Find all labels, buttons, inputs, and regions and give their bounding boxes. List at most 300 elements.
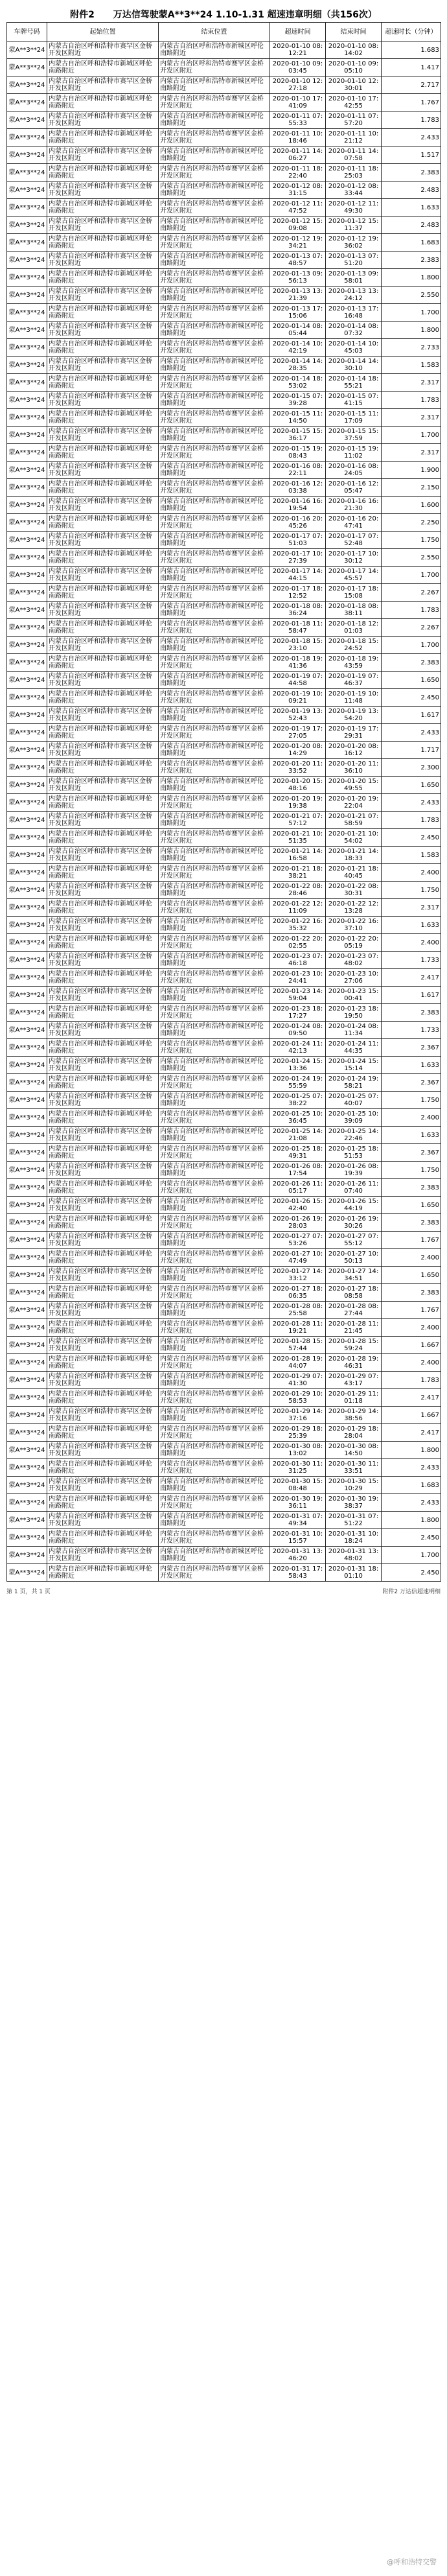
table-row (7, 567, 441, 584)
cell-start-location: 内蒙古自治区呼和浩特市新城区呼伦南路附近 (47, 164, 159, 181)
cell-duration: 2.383 (382, 1284, 441, 1302)
cell-plate: 蒙A**3**24 (7, 41, 47, 59)
cell-end-time: 2020-01-29 07:43:17 (326, 1372, 382, 1389)
cell-duration: 2.267 (382, 619, 441, 637)
table-row (7, 462, 441, 479)
cell-end-time: 2020-01-10 08:14:02 (326, 41, 382, 59)
cell-start-time: 2020-01-13 07:48:57 (270, 252, 326, 269)
table-row (7, 952, 441, 969)
cell-duration: 2.150 (382, 479, 441, 497)
table-row (7, 864, 441, 882)
cell-duration: 2.317 (382, 444, 441, 462)
cell-plate: 蒙A**3**24 (7, 899, 47, 917)
cell-duration: 2.317 (382, 899, 441, 917)
cell-duration: 2.433 (382, 794, 441, 812)
cell-end-location: 内蒙古自治区呼和浩特市新城区呼伦南路附近 (159, 1547, 270, 1564)
cell-end-time: 2020-01-29 11:01:18 (326, 1389, 382, 1407)
cell-end-location: 内蒙古自治区呼和浩特市新城区呼伦南路附近 (159, 252, 270, 269)
cell-duration: 1.767 (382, 1302, 441, 1319)
cell-plate: 蒙A**3**24 (7, 1074, 47, 1092)
cell-end-location: 内蒙古自治区呼和浩特市赛罕区金桥开发区附近 (159, 374, 270, 392)
cell-end-time: 2020-01-21 10:54:02 (326, 829, 382, 847)
cell-start-time: 2020-01-17 10:27:39 (270, 549, 326, 567)
cell-start-time: 2020-01-11 07:55:33 (270, 111, 326, 129)
cell-end-location: 内蒙古自治区呼和浩特市新城区呼伦南路附近 (159, 672, 270, 689)
cell-duration: 1.517 (382, 146, 441, 164)
cell-end-time: 2020-01-14 10:45:03 (326, 339, 382, 357)
cell-start-location: 内蒙古自治区呼和浩特市赛罕区金桥开发区附近 (47, 357, 159, 374)
cell-end-time: 2020-01-23 15:00:41 (326, 987, 382, 1004)
cell-start-location: 内蒙古自治区呼和浩特市新城区呼伦南路附近 (47, 899, 159, 917)
cell-end-location: 内蒙古自治区呼和浩特市赛罕区金桥开发区附近 (159, 654, 270, 672)
table-row (7, 1197, 441, 1214)
cell-plate: 蒙A**3**24 (7, 742, 47, 759)
cell-end-time: 2020-01-23 10:27:06 (326, 969, 382, 987)
cell-duration: 2.400 (382, 1319, 441, 1337)
cell-end-time: 2020-01-12 11:49:30 (326, 199, 382, 217)
cell-end-location: 内蒙古自治区呼和浩特市赛罕区金桥开发区附近 (159, 829, 270, 847)
cell-start-location: 内蒙古自治区呼和浩特市新城区呼伦南路附近 (47, 689, 159, 707)
cell-end-time: 2020-01-31 13:48:02 (326, 1547, 382, 1564)
cell-end-location: 内蒙古自治区呼和浩特市新城区呼伦南路附近 (159, 1512, 270, 1529)
cell-end-time: 2020-01-18 19:43:59 (326, 654, 382, 672)
cell-end-location: 内蒙古自治区呼和浩特市赛罕区金桥开发区附近 (159, 1144, 270, 1162)
cell-plate: 蒙A**3**24 (7, 339, 47, 357)
cell-plate: 蒙A**3**24 (7, 759, 47, 777)
cell-start-time: 2020-01-19 13:52:43 (270, 707, 326, 724)
cell-start-time: 2020-01-16 08:22:11 (270, 462, 326, 479)
cell-duration: 1.633 (382, 1127, 441, 1144)
footer-page-number: 第 1 页，共 1 页 (6, 1589, 51, 1595)
cell-plate: 蒙A**3**24 (7, 1529, 47, 1547)
cell-end-location: 内蒙古自治区呼和浩特市赛罕区金桥开发区附近 (159, 59, 270, 76)
table-row (7, 1547, 441, 1564)
cell-plate: 蒙A**3**24 (7, 1389, 47, 1407)
cell-start-time: 2020-01-10 12:27:18 (270, 76, 326, 94)
cell-plate: 蒙A**3**24 (7, 829, 47, 847)
cell-start-location: 内蒙古自治区呼和浩特市新城区呼伦南路附近 (47, 199, 159, 217)
cell-end-location: 内蒙古自治区呼和浩特市新城区呼伦南路附近 (159, 1057, 270, 1074)
cell-end-time: 2020-01-27 10:50:13 (326, 1249, 382, 1267)
cell-duration: 1.583 (382, 847, 441, 864)
cell-start-location: 内蒙古自治区呼和浩特市新城区呼伦南路附近 (47, 829, 159, 847)
cell-duration: 2.383 (382, 1179, 441, 1197)
cell-end-time: 2020-01-24 15:15:14 (326, 1057, 382, 1074)
cell-duration: 2.400 (382, 1109, 441, 1127)
cell-plate: 蒙A**3**24 (7, 1022, 47, 1039)
cell-start-location: 内蒙古自治区呼和浩特市赛罕区金桥开发区附近 (47, 252, 159, 269)
cell-end-time: 2020-01-23 07:48:02 (326, 952, 382, 969)
cell-end-time: 2020-01-27 14:34:51 (326, 1267, 382, 1284)
cell-end-time: 2020-01-31 07:51:22 (326, 1512, 382, 1529)
cell-end-location: 内蒙古自治区呼和浩特市新城区呼伦南路附近 (159, 76, 270, 94)
cell-duration: 2.550 (382, 287, 441, 304)
cell-end-location: 内蒙古自治区呼和浩特市新城区呼伦南路附近 (159, 357, 270, 374)
cell-plate: 蒙A**3**24 (7, 1337, 47, 1354)
cell-duration: 2.433 (382, 1459, 441, 1477)
cell-end-time: 2020-01-16 08:24:05 (326, 462, 382, 479)
cell-start-time: 2020-01-20 15:48:16 (270, 777, 326, 794)
cell-end-time: 2020-01-12 19:36:02 (326, 234, 382, 252)
cell-duration: 1.683 (382, 1477, 441, 1494)
cell-plate: 蒙A**3**24 (7, 1284, 47, 1302)
cell-plate: 蒙A**3**24 (7, 532, 47, 549)
table-row (7, 252, 441, 269)
cell-start-location: 内蒙古自治区呼和浩特市新城区呼伦南路附近 (47, 1354, 159, 1372)
table-row (7, 1057, 441, 1074)
cell-end-time: 2020-01-15 07:41:15 (326, 392, 382, 409)
cell-start-time: 2020-01-25 07:38:22 (270, 1092, 326, 1109)
cell-start-time: 2020-01-24 15:13:36 (270, 1057, 326, 1074)
cell-end-time: 2020-01-20 11:36:10 (326, 759, 382, 777)
table-row (7, 689, 441, 707)
cell-duration: 2.417 (382, 969, 441, 987)
header-start-time: 超速时间 (270, 23, 326, 41)
cell-start-location: 内蒙古自治区呼和浩特市新城区呼伦南路附近 (47, 794, 159, 812)
cell-start-location: 内蒙古自治区呼和浩特市赛罕区金桥开发区附近 (47, 672, 159, 689)
cell-start-time: 2020-01-15 11:14:50 (270, 409, 326, 427)
cell-duration: 1.750 (382, 532, 441, 549)
table-row (7, 129, 441, 146)
table-row (7, 1302, 441, 1319)
cell-end-location: 内蒙古自治区呼和浩特市赛罕区金桥开发区附近 (159, 164, 270, 181)
cell-duration: 1.700 (382, 1547, 441, 1564)
table-row (7, 1459, 441, 1477)
table-row (7, 707, 441, 724)
table-row (7, 1109, 441, 1127)
cell-start-location: 内蒙古自治区呼和浩特市新城区呼伦南路附近 (47, 1494, 159, 1512)
cell-duration: 1.700 (382, 304, 441, 322)
cell-end-location: 内蒙古自治区呼和浩特市新城区呼伦南路附近 (159, 707, 270, 724)
cell-duration: 2.367 (382, 1074, 441, 1092)
cell-end-location: 内蒙古自治区呼和浩特市新城区呼伦南路附近 (159, 567, 270, 584)
cell-start-time: 2020-01-15 15:36:17 (270, 427, 326, 444)
cell-duration: 2.400 (382, 934, 441, 952)
cell-end-location: 内蒙古自治区呼和浩特市赛罕区金桥开发区附近 (159, 794, 270, 812)
header-end-time: 结束时间 (326, 23, 382, 41)
cell-start-location: 内蒙古自治区呼和浩特市赛罕区金桥开发区附近 (47, 1302, 159, 1319)
cell-plate: 蒙A**3**24 (7, 724, 47, 742)
cell-end-time: 2020-01-29 14:38:56 (326, 1407, 382, 1424)
cell-end-location: 内蒙古自治区呼和浩特市新城区呼伦南路附近 (159, 1442, 270, 1459)
table-row (7, 287, 441, 304)
cell-duration: 1.750 (382, 1092, 441, 1109)
cell-start-time: 2020-01-12 19:34:21 (270, 234, 326, 252)
cell-start-time: 2020-01-31 07:49:34 (270, 1512, 326, 1529)
cell-plate: 蒙A**3**24 (7, 1424, 47, 1442)
cell-end-time: 2020-01-17 14:45:57 (326, 567, 382, 584)
cell-start-location: 内蒙古自治区呼和浩特市新城区呼伦南路附近 (47, 1074, 159, 1092)
cell-start-location: 内蒙古自治区呼和浩特市赛罕区金桥开发区附近 (47, 462, 159, 479)
cell-end-location: 内蒙古自治区呼和浩特市赛罕区金桥开发区附近 (159, 269, 270, 287)
cell-plate: 蒙A**3**24 (7, 1057, 47, 1074)
cell-duration: 2.417 (382, 1424, 441, 1442)
table-row (7, 812, 441, 829)
cell-plate: 蒙A**3**24 (7, 602, 47, 619)
header-plate: 车牌号码 (7, 23, 47, 41)
cell-duration: 1.600 (382, 497, 441, 514)
cell-start-location: 内蒙古自治区呼和浩特市赛罕区金桥开发区附近 (47, 1162, 159, 1179)
cell-start-location: 内蒙古自治区呼和浩特市新城区呼伦南路附近 (47, 374, 159, 392)
cell-duration: 1.617 (382, 987, 441, 1004)
cell-end-time: 2020-01-20 15:49:55 (326, 777, 382, 794)
cell-start-location: 内蒙古自治区呼和浩特市赛罕区金桥开发区附近 (47, 217, 159, 234)
table-row (7, 1249, 441, 1267)
cell-start-time: 2020-01-19 07:44:58 (270, 672, 326, 689)
cell-plate: 蒙A**3**24 (7, 1197, 47, 1214)
cell-start-location: 内蒙古自治区呼和浩特市新城区呼伦南路附近 (47, 1529, 159, 1547)
cell-duration: 1.667 (382, 1407, 441, 1424)
cell-end-location: 内蒙古自治区呼和浩特市新城区呼伦南路附近 (159, 952, 270, 969)
cell-duration: 1.683 (382, 41, 441, 59)
cell-plate: 蒙A**3**24 (7, 1267, 47, 1284)
cell-end-time: 2020-01-16 16:21:30 (326, 497, 382, 514)
table-row (7, 181, 441, 199)
table-row (7, 1127, 441, 1144)
cell-plate: 蒙A**3**24 (7, 234, 47, 252)
cell-start-location: 内蒙古自治区呼和浩特市新城区呼伦南路附近 (47, 1249, 159, 1267)
cell-end-location: 内蒙古自治区呼和浩特市新城区呼伦南路附近 (159, 322, 270, 339)
cell-duration: 2.483 (382, 181, 441, 199)
cell-start-time: 2020-01-30 08:13:02 (270, 1442, 326, 1459)
cell-start-time: 2020-01-14 14:28:35 (270, 357, 326, 374)
cell-start-time: 2020-01-20 19:19:38 (270, 794, 326, 812)
cell-start-location: 内蒙古自治区呼和浩特市新城区呼伦南路附近 (47, 94, 159, 111)
cell-plate: 蒙A**3**24 (7, 689, 47, 707)
cell-duration: 2.383 (382, 252, 441, 269)
table-row (7, 1407, 441, 1424)
table-row (7, 1214, 441, 1232)
table-row (7, 1372, 441, 1389)
cell-end-time: 2020-01-19 07:46:37 (326, 672, 382, 689)
cell-end-location: 内蒙古自治区呼和浩特市赛罕区金桥开发区附近 (159, 1319, 270, 1337)
cell-start-location: 内蒙古自治区呼和浩特市赛罕区金桥开发区附近 (47, 1512, 159, 1529)
cell-start-location: 内蒙古自治区呼和浩特市新城区呼伦南路附近 (47, 1214, 159, 1232)
cell-start-time: 2020-01-23 07:46:18 (270, 952, 326, 969)
cell-plate: 蒙A**3**24 (7, 1319, 47, 1337)
cell-end-location: 内蒙古自治区呼和浩特市新城区呼伦南路附近 (159, 1477, 270, 1494)
cell-plate: 蒙A**3**24 (7, 672, 47, 689)
table-row (7, 1494, 441, 1512)
header-end-location: 结束位置 (159, 23, 270, 41)
cell-end-location: 内蒙古自治区呼和浩特市新城区呼伦南路附近 (159, 427, 270, 444)
page-footer (6, 1587, 441, 1595)
cell-start-location: 内蒙古自治区呼和浩特市新城区呼伦南路附近 (47, 969, 159, 987)
cell-plate: 蒙A**3**24 (7, 1127, 47, 1144)
table-row (7, 76, 441, 94)
table-row (7, 1424, 441, 1442)
cell-start-time: 2020-01-14 08:05:44 (270, 322, 326, 339)
cell-start-location: 内蒙古自治区呼和浩特市赛罕区金桥开发区附近 (47, 146, 159, 164)
cell-start-location: 内蒙古自治区呼和浩特市新城区呼伦南路附近 (47, 304, 159, 322)
cell-plate: 蒙A**3**24 (7, 287, 47, 304)
table-row (7, 969, 441, 987)
cell-plate: 蒙A**3**24 (7, 969, 47, 987)
cell-start-time: 2020-01-26 15:42:40 (270, 1197, 326, 1214)
cell-end-location: 内蒙古自治区呼和浩特市赛罕区金桥开发区附近 (159, 1389, 270, 1407)
cell-start-time: 2020-01-27 07:53:26 (270, 1232, 326, 1249)
cell-start-time: 2020-01-27 14:33:12 (270, 1267, 326, 1284)
cell-start-location: 内蒙古自治区呼和浩特市新城区呼伦南路附近 (47, 934, 159, 952)
table-row (7, 899, 441, 917)
cell-end-location: 内蒙古自治区呼和浩特市新城区呼伦南路附近 (159, 497, 270, 514)
cell-start-location: 内蒙古自治区呼和浩特市新城区呼伦南路附近 (47, 409, 159, 427)
cell-duration: 1.717 (382, 742, 441, 759)
cell-end-location: 内蒙古自治区呼和浩特市赛罕区金桥开发区附近 (159, 339, 270, 357)
cell-start-location: 内蒙古自治区呼和浩特市新城区呼伦南路附近 (47, 1179, 159, 1197)
table-row (7, 602, 441, 619)
cell-plate: 蒙A**3**24 (7, 392, 47, 409)
cell-start-location: 内蒙古自治区呼和浩特市赛罕区金桥开发区附近 (47, 392, 159, 409)
cell-start-time: 2020-01-18 08:36:24 (270, 602, 326, 619)
cell-start-time: 2020-01-18 15:23:10 (270, 637, 326, 654)
cell-end-location: 内蒙古自治区呼和浩特市新城区呼伦南路附近 (159, 181, 270, 199)
cell-end-time: 2020-01-15 19:11:02 (326, 444, 382, 462)
cell-end-location: 内蒙古自治区呼和浩特市赛罕区金桥开发区附近 (159, 444, 270, 462)
cell-plate: 蒙A**3**24 (7, 129, 47, 146)
cell-plate: 蒙A**3**24 (7, 1004, 47, 1022)
cell-end-time: 2020-01-12 15:11:37 (326, 217, 382, 234)
table-row (7, 234, 441, 252)
cell-start-location: 内蒙古自治区呼和浩特市赛罕区金桥开发区附近 (47, 427, 159, 444)
cell-start-time: 2020-01-21 14:16:58 (270, 847, 326, 864)
cell-end-time: 2020-01-24 08:11:34 (326, 1022, 382, 1039)
cell-start-location: 内蒙古自治区呼和浩特市赛罕区金桥开发区附近 (47, 1407, 159, 1424)
table-row (7, 497, 441, 514)
cell-end-time: 2020-01-15 15:37:59 (326, 427, 382, 444)
cell-end-location: 内蒙古自治区呼和浩特市赛罕区金桥开发区附近 (159, 1214, 270, 1232)
cell-end-time: 2020-01-12 08:33:44 (326, 181, 382, 199)
cell-duration: 1.617 (382, 707, 441, 724)
cell-start-time: 2020-01-26 08:17:54 (270, 1162, 326, 1179)
cell-plate: 蒙A**3**24 (7, 1442, 47, 1459)
cell-plate: 蒙A**3**24 (7, 917, 47, 934)
cell-plate: 蒙A**3**24 (7, 164, 47, 181)
cell-start-time: 2020-01-21 07:57:12 (270, 812, 326, 829)
cell-end-time: 2020-01-13 09:58:01 (326, 269, 382, 287)
cell-end-time: 2020-01-24 11:44:35 (326, 1039, 382, 1057)
cell-start-location: 内蒙古自治区呼和浩特市新城区呼伦南路附近 (47, 1389, 159, 1407)
cell-duration: 1.700 (382, 637, 441, 654)
cell-start-time: 2020-01-31 13:46:20 (270, 1547, 326, 1564)
cell-end-location: 内蒙古自治区呼和浩特市新城区呼伦南路附近 (159, 742, 270, 759)
table-row (7, 444, 441, 462)
cell-end-location: 内蒙古自治区呼和浩特市赛罕区金桥开发区附近 (159, 409, 270, 427)
cell-duration: 1.783 (382, 602, 441, 619)
cell-end-time: 2020-01-13 13:24:12 (326, 287, 382, 304)
cell-plate: 蒙A**3**24 (7, 497, 47, 514)
table-row (7, 164, 441, 181)
table-row (7, 777, 441, 794)
cell-duration: 2.400 (382, 1249, 441, 1267)
cell-start-time: 2020-01-28 19:44:07 (270, 1354, 326, 1372)
cell-start-time: 2020-01-21 10:51:35 (270, 829, 326, 847)
cell-duration: 1.800 (382, 1442, 441, 1459)
cell-duration: 1.733 (382, 952, 441, 969)
cell-start-location: 内蒙古自治区呼和浩特市赛罕区金桥开发区附近 (47, 287, 159, 304)
table-row (7, 1267, 441, 1284)
table-row (7, 94, 441, 111)
table-row (7, 987, 441, 1004)
cell-start-time: 2020-01-13 17:15:06 (270, 304, 326, 322)
cell-start-location: 内蒙古自治区呼和浩特市赛罕区金桥开发区附近 (47, 812, 159, 829)
cell-start-location: 内蒙古自治区呼和浩特市新城区呼伦南路附近 (47, 619, 159, 637)
cell-end-time: 2020-01-22 16:37:10 (326, 917, 382, 934)
cell-start-time: 2020-01-20 08:14:29 (270, 742, 326, 759)
attachment-label: 附件2 (70, 10, 95, 20)
cell-end-time: 2020-01-19 10:11:48 (326, 689, 382, 707)
cell-end-location: 内蒙古自治区呼和浩特市赛罕区金桥开发区附近 (159, 1249, 270, 1267)
table-row (7, 1337, 441, 1354)
table-row (7, 532, 441, 549)
cell-start-location: 内蒙古自治区呼和浩特市赛罕区金桥开发区附近 (47, 322, 159, 339)
cell-end-location: 内蒙古自治区呼和浩特市赛罕区金桥开发区附近 (159, 1179, 270, 1197)
table-row (7, 1442, 441, 1459)
cell-end-time: 2020-01-11 18:25:03 (326, 164, 382, 181)
cell-start-location: 内蒙古自治区呼和浩特市赛罕区金桥开发区附近 (47, 1232, 159, 1249)
cell-start-time: 2020-01-11 14:06:27 (270, 146, 326, 164)
cell-duration: 1.700 (382, 427, 441, 444)
cell-start-time: 2020-01-24 11:42:13 (270, 1039, 326, 1057)
table-row (7, 1284, 441, 1302)
cell-plate: 蒙A**3**24 (7, 1407, 47, 1424)
cell-plate: 蒙A**3**24 (7, 812, 47, 829)
cell-start-location: 内蒙古自治区呼和浩特市赛罕区金桥开发区附近 (47, 1267, 159, 1284)
cell-end-location: 内蒙古自治区呼和浩特市赛罕区金桥开发区附近 (159, 234, 270, 252)
cell-end-location: 内蒙古自治区呼和浩特市赛罕区金桥开发区附近 (159, 1074, 270, 1092)
cell-start-location: 内蒙古自治区呼和浩特市赛罕区金桥开发区附近 (47, 707, 159, 724)
cell-end-time: 2020-01-28 15:59:24 (326, 1337, 382, 1354)
cell-start-location: 内蒙古自治区呼和浩特市赛罕区金桥开发区附近 (47, 1057, 159, 1074)
cell-duration: 1.633 (382, 199, 441, 217)
cell-start-time: 2020-01-29 07:41:30 (270, 1372, 326, 1389)
table-row (7, 1092, 441, 1109)
cell-duration: 2.400 (382, 1354, 441, 1372)
cell-start-time: 2020-01-23 10:24:41 (270, 969, 326, 987)
cell-end-location: 内蒙古自治区呼和浩特市新城区呼伦南路附近 (159, 1127, 270, 1144)
cell-end-time: 2020-01-19 13:54:20 (326, 707, 382, 724)
violation-table (6, 22, 441, 1582)
cell-end-location: 内蒙古自治区呼和浩特市赛罕区金桥开发区附近 (159, 584, 270, 602)
table-row (7, 1529, 441, 1547)
cell-start-time: 2020-01-28 08:25:58 (270, 1302, 326, 1319)
cell-start-time: 2020-01-22 08:28:46 (270, 882, 326, 899)
title-text: 万达信驾驶蒙A**3**24 1.10-1.31 超速违章明细（共156次） (113, 10, 377, 20)
cell-end-location: 内蒙古自治区呼和浩特市新城区呼伦南路附近 (159, 1022, 270, 1039)
cell-duration: 1.783 (382, 111, 441, 129)
table-row (7, 304, 441, 322)
cell-end-location: 内蒙古自治区呼和浩特市新城区呼伦南路附近 (159, 1232, 270, 1249)
cell-duration: 2.717 (382, 76, 441, 94)
cell-end-location: 内蒙古自治区呼和浩特市新城区呼伦南路附近 (159, 1162, 270, 1179)
cell-plate: 蒙A**3**24 (7, 1512, 47, 1529)
cell-start-time: 2020-01-25 10:36:45 (270, 1109, 326, 1127)
cell-plate: 蒙A**3**24 (7, 777, 47, 794)
cell-plate: 蒙A**3**24 (7, 322, 47, 339)
cell-end-time: 2020-01-14 14:30:10 (326, 357, 382, 374)
cell-end-time: 2020-01-18 12:01:03 (326, 619, 382, 637)
cell-end-location: 内蒙古自治区呼和浩特市新城区呼伦南路附近 (159, 1197, 270, 1214)
cell-end-time: 2020-01-16 12:05:47 (326, 479, 382, 497)
cell-duration: 2.450 (382, 1564, 441, 1582)
cell-start-location: 内蒙古自治区呼和浩特市新城区呼伦南路附近 (47, 444, 159, 462)
table-header-row (7, 23, 441, 41)
cell-start-location: 内蒙古自治区呼和浩特市新城区呼伦南路附近 (47, 1284, 159, 1302)
cell-end-time: 2020-01-31 10:18:24 (326, 1529, 382, 1547)
cell-end-time: 2020-01-10 09:05:10 (326, 59, 382, 76)
cell-start-time: 2020-01-14 18:53:02 (270, 374, 326, 392)
cell-start-location: 内蒙古自治区呼和浩特市新城区呼伦南路附近 (47, 1109, 159, 1127)
